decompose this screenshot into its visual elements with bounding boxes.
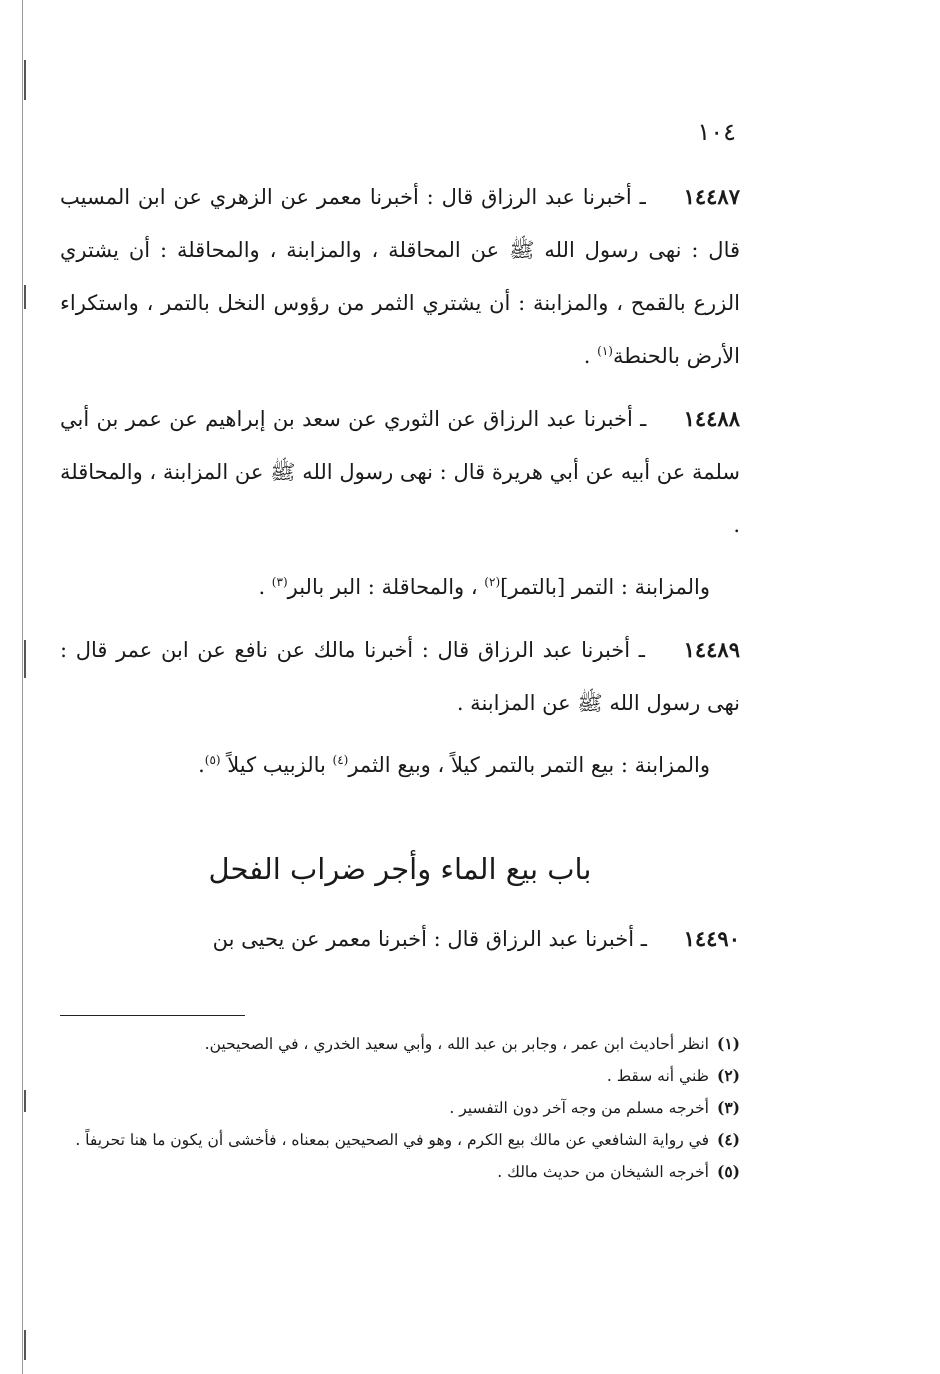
- footnote-ref[interactable]: (٥): [204, 753, 221, 767]
- footnote-item: [60, 1092, 740, 1124]
- footnote-text: أخرجه الشيخان من حديث مالك .: [497, 1163, 709, 1181]
- hadith-number: ١٤٤٩٠: [683, 926, 740, 951]
- hadith-paragraph: [60, 392, 740, 552]
- footnote-number: (٣): [716, 1098, 740, 1117]
- footnote-number: (٥): [716, 1162, 740, 1181]
- scan-edge-mark: [24, 285, 26, 309]
- footnote-text: انظر أحاديث ابن عمر ، وجابر بن عبد الله ، وأبي سعيد الخدري ، في الصحيحين.: [204, 1035, 709, 1053]
- footnote-ref[interactable]: (٢): [484, 575, 501, 589]
- footnote-number: (٤): [716, 1130, 740, 1149]
- explanation-text: والمزابنة : بيع التمر بالتمر كيلاً ، وبيع الثمر: [348, 753, 710, 777]
- hadith-text: ـ أخبرنا عبد الرزاق قال : أخبرنا مالك عن نافع عن ابن عمر قال : نهى رسول الله ﷺ عن المزابنة .: [60, 638, 740, 715]
- footnote-divider: [60, 1015, 245, 1016]
- page-number: ١٠٤: [697, 118, 736, 146]
- footnote-ref[interactable]: (٣): [271, 575, 288, 589]
- footnote-item: [60, 1028, 740, 1060]
- footnote-text: في رواية الشافعي عن مالك بيع الكرم ، وهو في الصحيحين بمعناه ، فأخشى أن يكون ما هنا تحريفاً .: [75, 1131, 709, 1149]
- scan-edge-mark: [24, 60, 26, 100]
- scan-edge-mark: [24, 1090, 26, 1112]
- footnote-text: ظني أنه سقط .: [606, 1067, 709, 1085]
- footnote-ref[interactable]: (١): [597, 344, 613, 358]
- section-heading: باب بيع الماء وأجر ضراب الفحل: [208, 852, 592, 886]
- hadith-paragraph: [60, 170, 740, 383]
- hadith-number: ١٤٤٨٧: [683, 184, 740, 209]
- footnote-text: أخرجه مسلم من وجه آخر دون التفسير .: [449, 1099, 709, 1117]
- explanation-tail: .: [198, 753, 205, 777]
- footnote-number: (٢): [716, 1066, 740, 1085]
- explanation-tail: .: [258, 575, 272, 599]
- main-text: [60, 170, 740, 975]
- hadith-text: ـ أخبرنا عبد الرزاق قال : أخبرنا معمر عن يحيى بن: [212, 927, 654, 951]
- explanation-text: ، والمحاقلة : البر بالبر: [287, 575, 485, 599]
- scan-edge-mark: [24, 640, 26, 678]
- hadith-paragraph: [60, 912, 740, 966]
- footnotes: [60, 1028, 740, 1188]
- footnote-item: [60, 1156, 740, 1188]
- hadith-number: ١٤٤٨٨: [683, 406, 740, 431]
- explanation-text: والمزابنة : التمر [بالتمر]: [500, 575, 710, 599]
- hadith-text: ـ أخبرنا عبد الرزاق قال : أخبرنا معمر عن الزهري عن ابن المسيب قال : نهى رسول الله ﷺ عن المحاقلة ، والمزابنة ، والمحاقلة : أن يشتري الزرع بالقمح ، والمزابنة : أن يشتري الثمر من رؤوس النخل بالتمر ، واستكراء الأرض بالحنطة: [60, 185, 740, 368]
- hadith-paragraph: [60, 623, 740, 730]
- hadith-tail: .: [583, 344, 598, 368]
- footnote-number: (١): [716, 1034, 740, 1053]
- explanation-paragraph: [60, 561, 740, 614]
- footnote-ref[interactable]: (٤): [332, 753, 349, 767]
- explanation-text: بالزبيب كيلاً: [220, 753, 333, 777]
- scan-edge-mark: [24, 1330, 26, 1360]
- footnote-item: [60, 1124, 740, 1156]
- explanation-paragraph: [60, 739, 740, 792]
- hadith-text: ـ أخبرنا عبد الرزاق عن الثوري عن سعد بن إبراهيم عن عمر بن أبي سلمة عن أبيه عن أبي هريرة قال : نهى رسول الله ﷺ عن المزابنة ، والمحاقلة .: [60, 407, 740, 537]
- hadith-number: ١٤٤٨٩: [683, 637, 740, 662]
- scan-edge-line: [22, 0, 23, 1374]
- footnote-item: [60, 1060, 740, 1092]
